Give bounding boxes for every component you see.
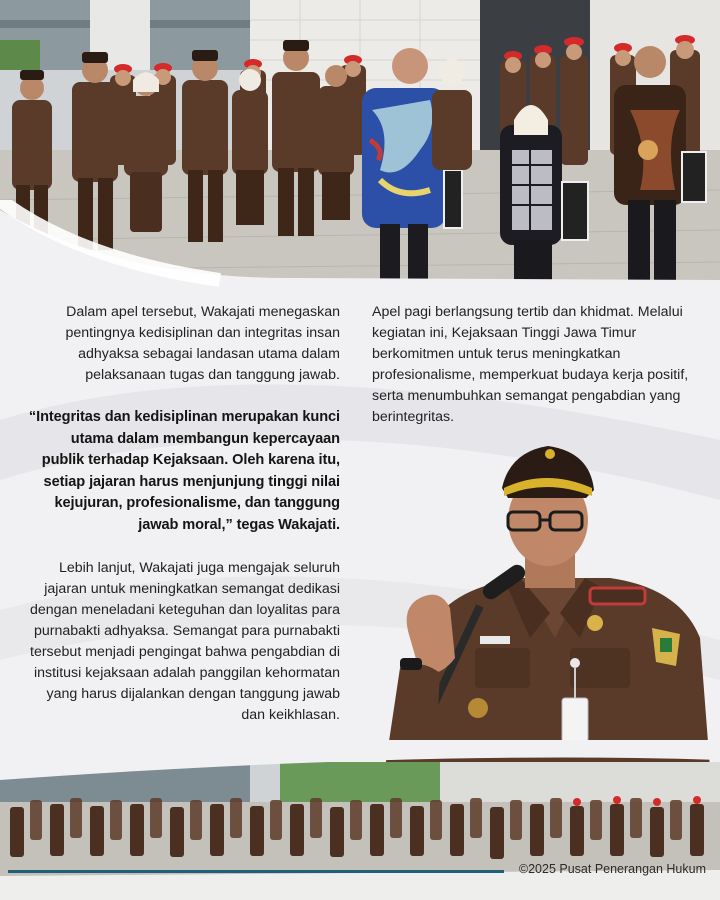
article-right-column	[372, 302, 692, 428]
decorative-wave-bottom	[0, 740, 720, 800]
copyright-text: ©2025 Pusat Penerangan Hukum	[518, 862, 706, 876]
paragraph-ceremony: Apel pagi berlangsung tertib dan khidmat. Melalui kegiatan ini, Kejaksaan Tinggi Jawa Timur berkomitmen untuk terus meningkatkan profesionalisme, memperkuat budaya kerja positif, serta menumbuhkan semangat pengabdian yang berintegritas.	[372, 304, 689, 425]
paragraph-discipline: Dalam apel tersebut, Wakajati menegaskan pentingnya kedisiplinan dan integritas insan adhyaksa sebagai landasan utama dalam pelaksanaan tugas dan tanggung jawab.	[65, 304, 340, 383]
quote-integrity: “Integritas dan kedisiplinan merupakan kunci utama dalam membangun kepercayaan publik terhadap Kejaksaan. Oleh karena itu, setiap jajaran harus menjunjung tinggi nilai kejujuran, profesionalisme, dan tanggung jawab moral,” tegas Wakajati.	[28, 409, 340, 533]
footer-accent-line	[8, 870, 504, 873]
speaker-photo	[380, 438, 720, 768]
paragraph-dedication: Lebih lanjut, Wakajati juga mengajak seluruh jajaran untuk meningkatkan semangat dedikasi dengan meneladani keteguhan dan loyalitas para purnabakti adhyaksa. Semangat para purnabakti tersebut menjadi pengingat bahwa pengabdian di institusi kejaksaan adalah panggilan kehormatan yang harus dijalankan dengan tanggung jawab dan keikhlasan.	[30, 559, 340, 723]
article-left-column	[28, 302, 340, 747]
